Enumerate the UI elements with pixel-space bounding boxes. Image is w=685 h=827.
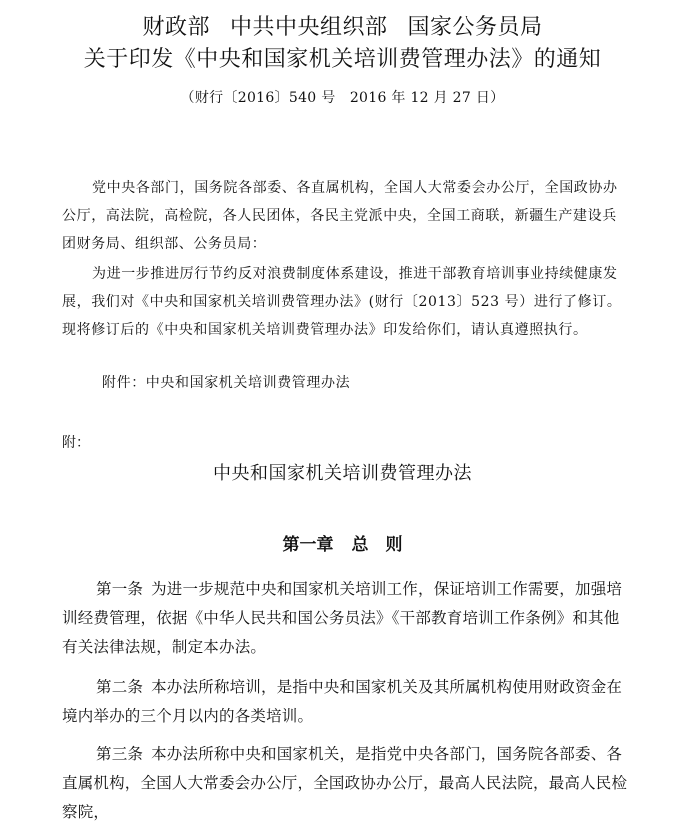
chapter-heading — [0, 532, 685, 558]
article-text: 本办法所称培训，是指中央和国家机关及其所属机构使用财政资金在境内举办的三个月以内的各类培训。 — [62, 678, 623, 725]
issuer-line — [0, 14, 685, 42]
appendix-label: 附： — [62, 435, 90, 451]
attachment-line: 附件：中央和国家机关培训费管理办法 — [102, 375, 351, 391]
chapter-number: 第一章 — [282, 535, 334, 555]
notice-body-paragraph: 为进一步推进厉行节约反对浪费制度体系建设，推进干部教育培训事业持续健康发展，我们对《中央和国家机关培训费管理办法》(财行〔2013〕523 号）进行了修订。现将修订后的《中央和国家机关培训费管理办法》印发给你们，请认真遵照执行。 — [62, 266, 622, 338]
article-2 — [62, 673, 630, 731]
title-line: 关于印发《中央和国家机关培训费管理办法》的通知 — [83, 47, 602, 72]
chapter-title: 总 则 — [351, 535, 403, 555]
article-number: 第三条 — [96, 745, 144, 763]
article-number: 第一条 — [96, 580, 144, 598]
article-text: 本办法所称中央和国家机关，是指党中央各部门，国务院各部委、各直属机构，全国人大常委会办公厅，全国政协办公厅，最高人民法院，最高人民检察院， — [62, 745, 628, 821]
issuer-civil-service: 国家公务员局 — [407, 15, 543, 40]
article-1 — [62, 575, 630, 662]
article-3 — [62, 740, 630, 827]
document-number: （财行〔2016〕540 号 2016 年 12 月 27 日） — [180, 90, 505, 106]
article-number: 第二条 — [96, 678, 144, 696]
appendix-title: 中央和国家机关培训费管理办法 — [213, 463, 472, 484]
issuer-org-dept: 中共中央组织部 — [229, 15, 388, 40]
issuer-mof: 财政部 — [142, 15, 210, 40]
recipients-paragraph: 党中央各部门，国务院各部委、各直属机构，全国人大常委会办公厅，全国政协办公厅，高法院，高检院，各人民团体，各民主党派中央，全国工商联，新疆生产建设兵团财务局、组织部、公务员局： — [62, 180, 618, 252]
article-text: 为进一步规范中央和国家机关培训工作，保证培训工作需要，加强培训经费管理，依据《中华人民共和国公务员法》《干部教育培训工作条例》和其他有关法律法规，制定本办法。 — [62, 580, 623, 656]
